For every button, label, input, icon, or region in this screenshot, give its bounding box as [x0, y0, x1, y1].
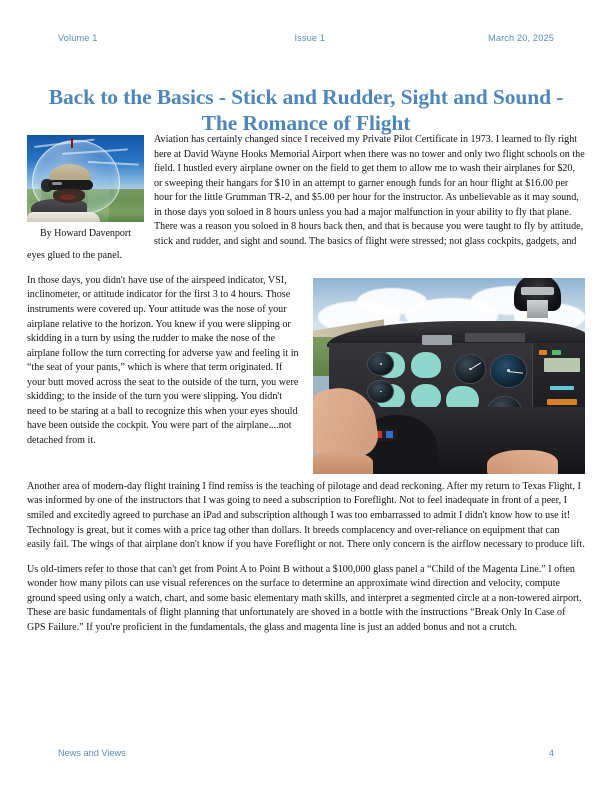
cockpit-photo — [313, 278, 585, 474]
article-body — [27, 133, 585, 645]
footer-publication: News and Views — [58, 748, 126, 758]
header-volume: Volume 1 — [58, 33, 98, 43]
radio-indicator-light — [539, 350, 547, 354]
radio-indicator-light — [547, 399, 577, 404]
yoke-switch-blue — [386, 431, 393, 437]
header-date: March 20, 2025 — [488, 33, 554, 43]
gauge-hub — [380, 391, 382, 393]
gps-screen — [544, 358, 579, 372]
gauge-hub — [380, 363, 382, 365]
gauge-left-lower — [367, 380, 393, 404]
gauge-needle — [508, 371, 523, 374]
header-issue: Issue 1 — [294, 33, 326, 43]
gauge-heading-indicator — [490, 354, 527, 387]
gauge-left-upper — [367, 352, 393, 376]
magnetic-compass — [514, 278, 560, 311]
pilot-arm-right — [487, 450, 558, 474]
article-title: Back to the Basics - Stick and Rudder, Sight and Sound - The Romance of Flight — [48, 85, 564, 136]
cockpit-figure — [313, 278, 585, 474]
nav-placard — [422, 335, 452, 345]
paragraph-2: In those days, you didn't have use of the airspeed indicator, VSI, inclinometer, or attitude indicator for the first 3 to 4 hours. Those instruments were covered up. Your attitude was the nose of your airplane relative to the horizon. You knew if you were slipping or skidding in a turn by using the rudder to make the nose of the airplane follow the turn correcting for adverse yaw and feeling it in “the seat of your pants,” which is where that term originated. If your butt moved across the seat to the outside of the turn, you were skidding; to the inside of the turn you were slipping. You didn't need to be staring at a ball to recognize this when your eyes should have been outside the cockpit. You were part of the airplane....not detached from it. — [27, 274, 299, 446]
instrument-cover — [411, 352, 441, 377]
author-photo-goggle-glint — [52, 182, 63, 185]
paragraph-4: Us old-timers refer to those that can't get from Point A to Point B without a $100,000 glass panel a “Child of the Magenta Line.” I often wonder how many pilots can use visual references on the surface to determine an approximate wind direction and velocity, compute ground speed using only a watch, chart, and some basic elementary math skills, and interpret a segmented circle at a non-towered airport. These are basic fundamentals of flight planning that unfortunately are shoved in a bottle with the instructions “Break Only In Case of GPS Failure.” If you're proficient in the fundamentals, the glass and magenta line is just an added bonus and not a crutch. — [27, 563, 582, 633]
radio-indicator-light — [550, 386, 574, 391]
switch-row — [465, 333, 525, 342]
paragraph-3: Another area of modern-day flight training I find remiss is the teaching of pilotage and dead reckoning. After my return to Texas Flight, I was informed by one of the instructors that I was going to need a subscription to Foreflight. Not to feel inadequate in front of a peer, I smiled and excitedly agreed to purchase an iPad and subscription although I was too embarrassed to admit I didn't know how to use it! Technology is great, but it comes with a price tag other than dollars. It breeds complacency and over-reliance on equipment that can easily fail. The wings of that airplane don't know if you have Foreflight or not. There only concern is the airflow necessary to produce lift. — [27, 480, 585, 551]
author-photo-canopy-post — [71, 138, 73, 148]
author-photo-cowling — [27, 212, 100, 222]
compass-card — [521, 287, 554, 295]
author-caption: By Howard Davenport — [39, 228, 132, 239]
paragraph-1: Aviation has certainly changed since I received my Private Pilot Certificate in 1973. I learned to fly right here at David Wayne Hooks Memorial Airport when there was no tower and only two flight schools on the field. I hustled every airplane owner on the field to get them to allow me to wash their airplanes for $20, or sweeping their hangars for $10 in an attempt to garner enough funds for an hour flight at $16.00 per hour for the little Grumman TR-2, and $5.00 per hour for the instructor. As unbelievable as it may sound, in those days you soloed in 8 hours unless you had a major malfunction in your ability to fly that plane. There was a reason you soloed in 8 hours back then, and that is because you were taught to fly by attitude, stick and rudder, and sight and sound. The basics of flight were stressed; not glass cockpits, gadgets, and eyes glued to the panel. — [27, 134, 585, 262]
instrument-cover — [411, 384, 441, 409]
gauge-turn-coordinator — [454, 354, 486, 383]
author-photo — [27, 135, 144, 222]
running-footer — [58, 748, 554, 758]
footer-page-number: 4 — [548, 748, 554, 758]
pilot-leg — [313, 452, 373, 474]
running-header — [58, 33, 554, 43]
radio-indicator-light — [552, 350, 560, 354]
gauge-hub — [469, 368, 472, 370]
compass-mount — [527, 300, 547, 318]
author-figure — [27, 135, 144, 240]
